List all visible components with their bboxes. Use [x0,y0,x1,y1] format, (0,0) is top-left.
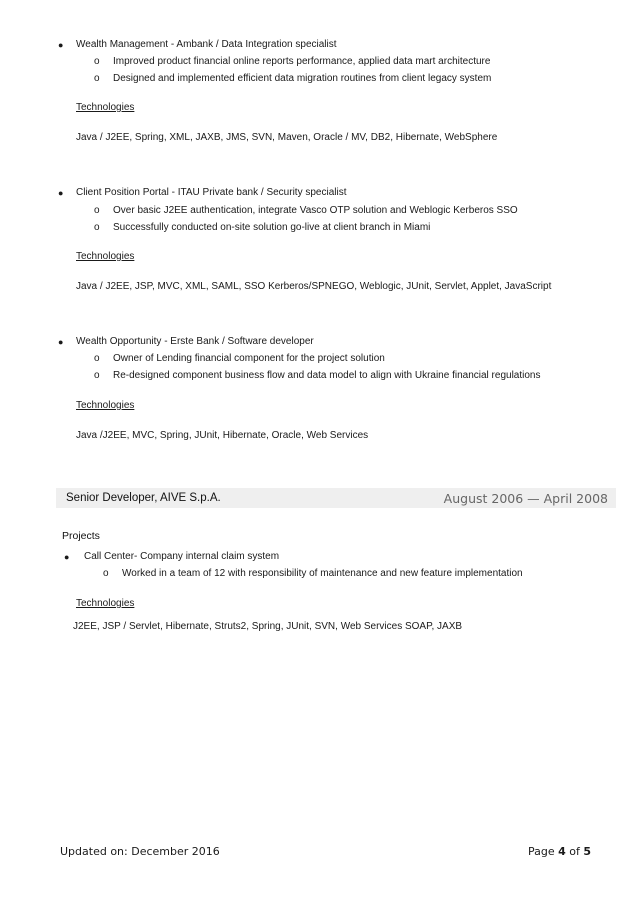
technologies-list: Java / J2EE, JSP, MVC, XML, SAML, SSO Kerberos/SPNEGO, Weblogic, JUnit, Servlet, Applet, JavaScript [76,281,552,292]
job-dates: August 2006 — April 2008 [443,491,608,506]
project-title: Client Position Portal - ITAU Private bank / Security specialist [76,187,347,198]
footer-updated: Updated on: December 2016 [60,845,220,858]
bullet-icon: ● [58,337,64,347]
technologies-label: Technologies [76,400,135,411]
bullet-icon: ● [58,40,64,50]
sub-bullet-icon: o [103,568,109,579]
project-bullet: Designed and implemented efficient data migration routines from client legacy system [113,73,492,84]
project-bullet: Successfully conducted on-site solution go-live at client branch in Miami [113,222,431,233]
page-total: 5 [583,845,592,858]
page-current: 4 [558,845,566,858]
of-word: of [569,845,580,858]
technologies-label: Technologies [76,251,135,262]
technologies-list: Java /J2EE, MVC, Spring, JUnit, Hibernate, Oracle, Web Services [76,430,369,441]
project-title: Call Center- Company internal claim system [84,551,280,562]
sub-bullet-icon: o [94,205,100,216]
project-title: Wealth Management - Ambank / Data Integration specialist [76,39,337,50]
sub-bullet-icon: o [94,222,100,233]
bullet-icon: ● [64,552,70,562]
technologies-list: J2EE, JSP / Servlet, Hibernate, Struts2, Spring, JUnit, SVN, Web Services SOAP, JAXB [73,621,463,632]
bullet-icon: ● [58,188,64,198]
sub-bullet-icon: o [94,73,100,84]
projects-heading: Projects [62,530,100,542]
sub-bullet-icon: o [94,56,100,67]
technologies-label: Technologies [76,598,135,609]
project-title: Wealth Opportunity - Erste Bank / Software developer [76,336,314,347]
sub-bullet-icon: o [94,370,100,381]
job-header [56,488,616,508]
page-word: Page [528,845,555,858]
project-bullet: Over basic J2EE authentication, integrate Vasco OTP solution and Weblogic Kerberos SSO [113,205,518,216]
sub-bullet-icon: o [94,353,100,364]
technologies-label: Technologies [76,102,135,113]
project-bullet: Re-designed component business flow and data model to align with Ukraine financial regulations [113,370,541,381]
project-bullet: Improved product financial online reports performance, applied data mart architecture [113,56,491,67]
job-title: Senior Developer, AIVE S.p.A. [66,492,221,504]
technologies-list: Java / J2EE, Spring, XML, JAXB, JMS, SVN, Maven, Oracle / MV, DB2, Hibernate, WebSphere [76,132,498,143]
project-bullet: Owner of Lending financial component for the project solution [113,353,385,364]
project-bullet: Worked in a team of 12 with responsibility of maintenance and new feature implementation [122,568,523,579]
footer-page-number [528,845,591,858]
